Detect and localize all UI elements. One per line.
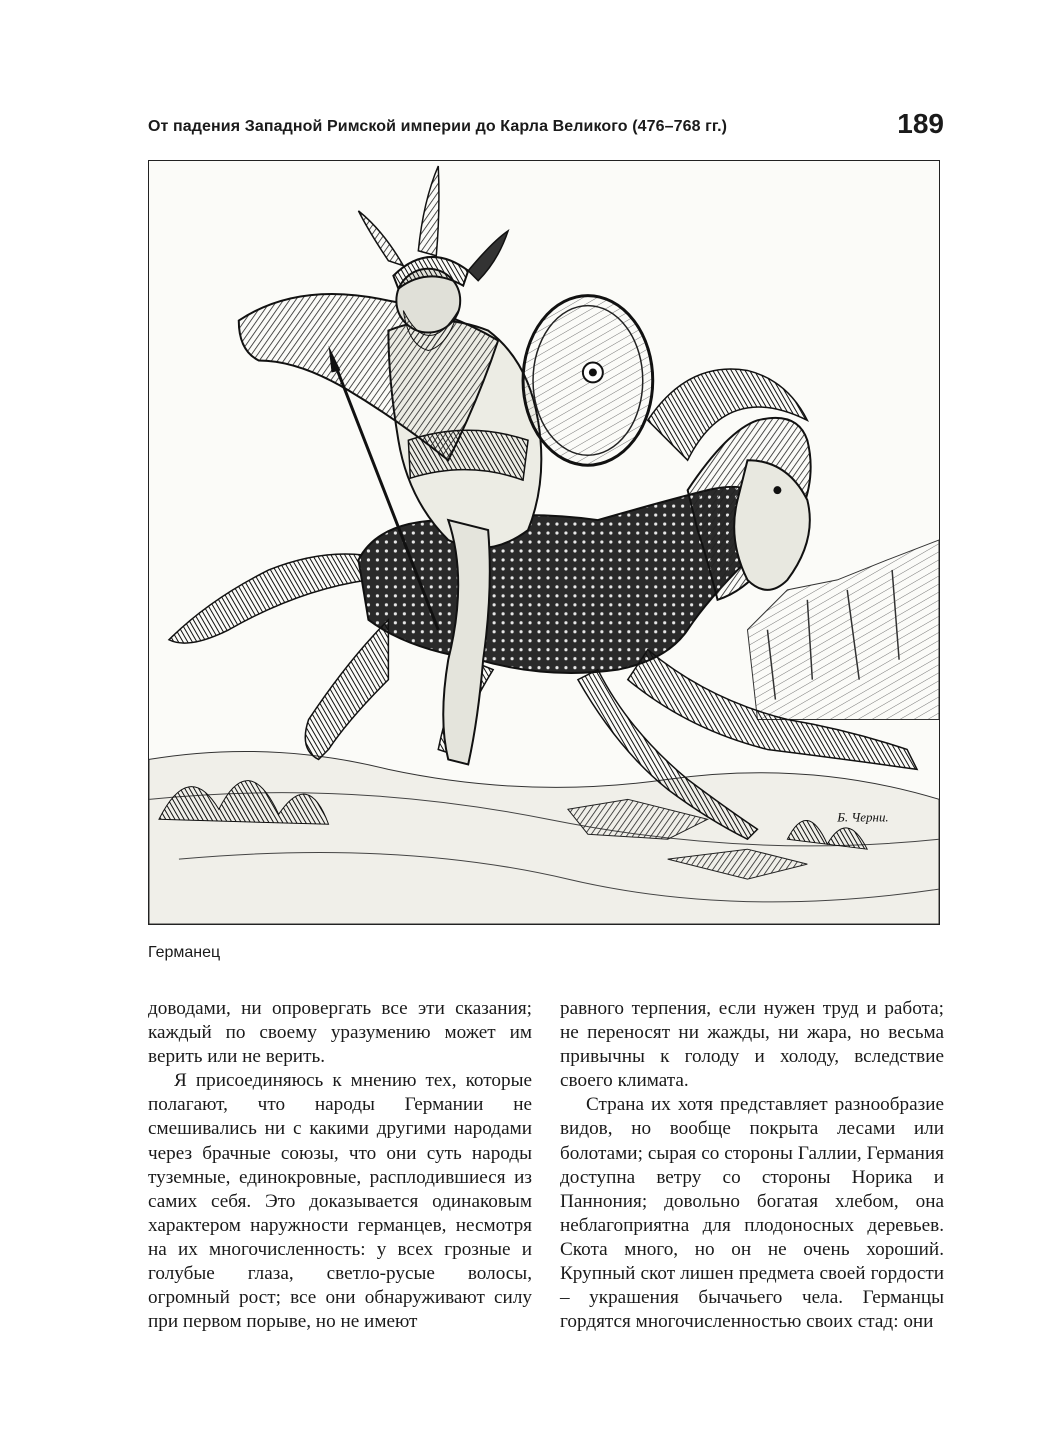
- paragraph: равного терпения, если нужен труд и работа; не переносят ни жажды, ни жара, но весьма привычны к голоду и холоду, вследствие своего климата.: [560, 998, 944, 1092]
- germanic-horseman-engraving: [149, 161, 939, 924]
- paragraph: доводами, ни опровергать все эти сказания; каждый по своему уразумению может им верить или не верить.: [148, 998, 532, 1068]
- illustration-frame: [148, 160, 940, 925]
- artist-signature: Б. Черни.: [837, 809, 889, 825]
- figure-caption: Германец: [148, 944, 221, 961]
- paragraph: Я присоединяюсь к мнению тех, которые полагают, что народы Германии не смешивались ни с какими другими народами через брачные союзы, что они суть народы туземные, единокровные, расплодившиеся из самих себя. Это доказывается одинаковым характером наружности германцев, несмотря на их многочисленность: у всех грозные и голубые глаза, светло-русые волосы, огромный рост; все они обнаруживают силу при первом порыве, но не имеют: [148, 1070, 532, 1333]
- running-header: [148, 108, 944, 144]
- page-number: 189: [897, 108, 944, 139]
- text-column-left: [148, 997, 532, 1334]
- paragraph: Страна их хотя представляет разнообразие видов, но вообще покрыта лесами или болотами; сырая со стороны Галлии, Германия доступна ветру со стороны Норика и Паннония; довольно богатая хлебом, она неблагоприятна для плодоносных деревьев. Скота много, но он не очень хороший. Крупный скот лишен предмета своей гордости – украшения бычачьего чела. Германцы гордятся многочисленностью своих стад: они: [560, 1094, 944, 1333]
- text-column-right: [560, 997, 944, 1334]
- running-title: От падения Западной Римской империи до Карла Великого (476–768 гг.): [148, 118, 728, 135]
